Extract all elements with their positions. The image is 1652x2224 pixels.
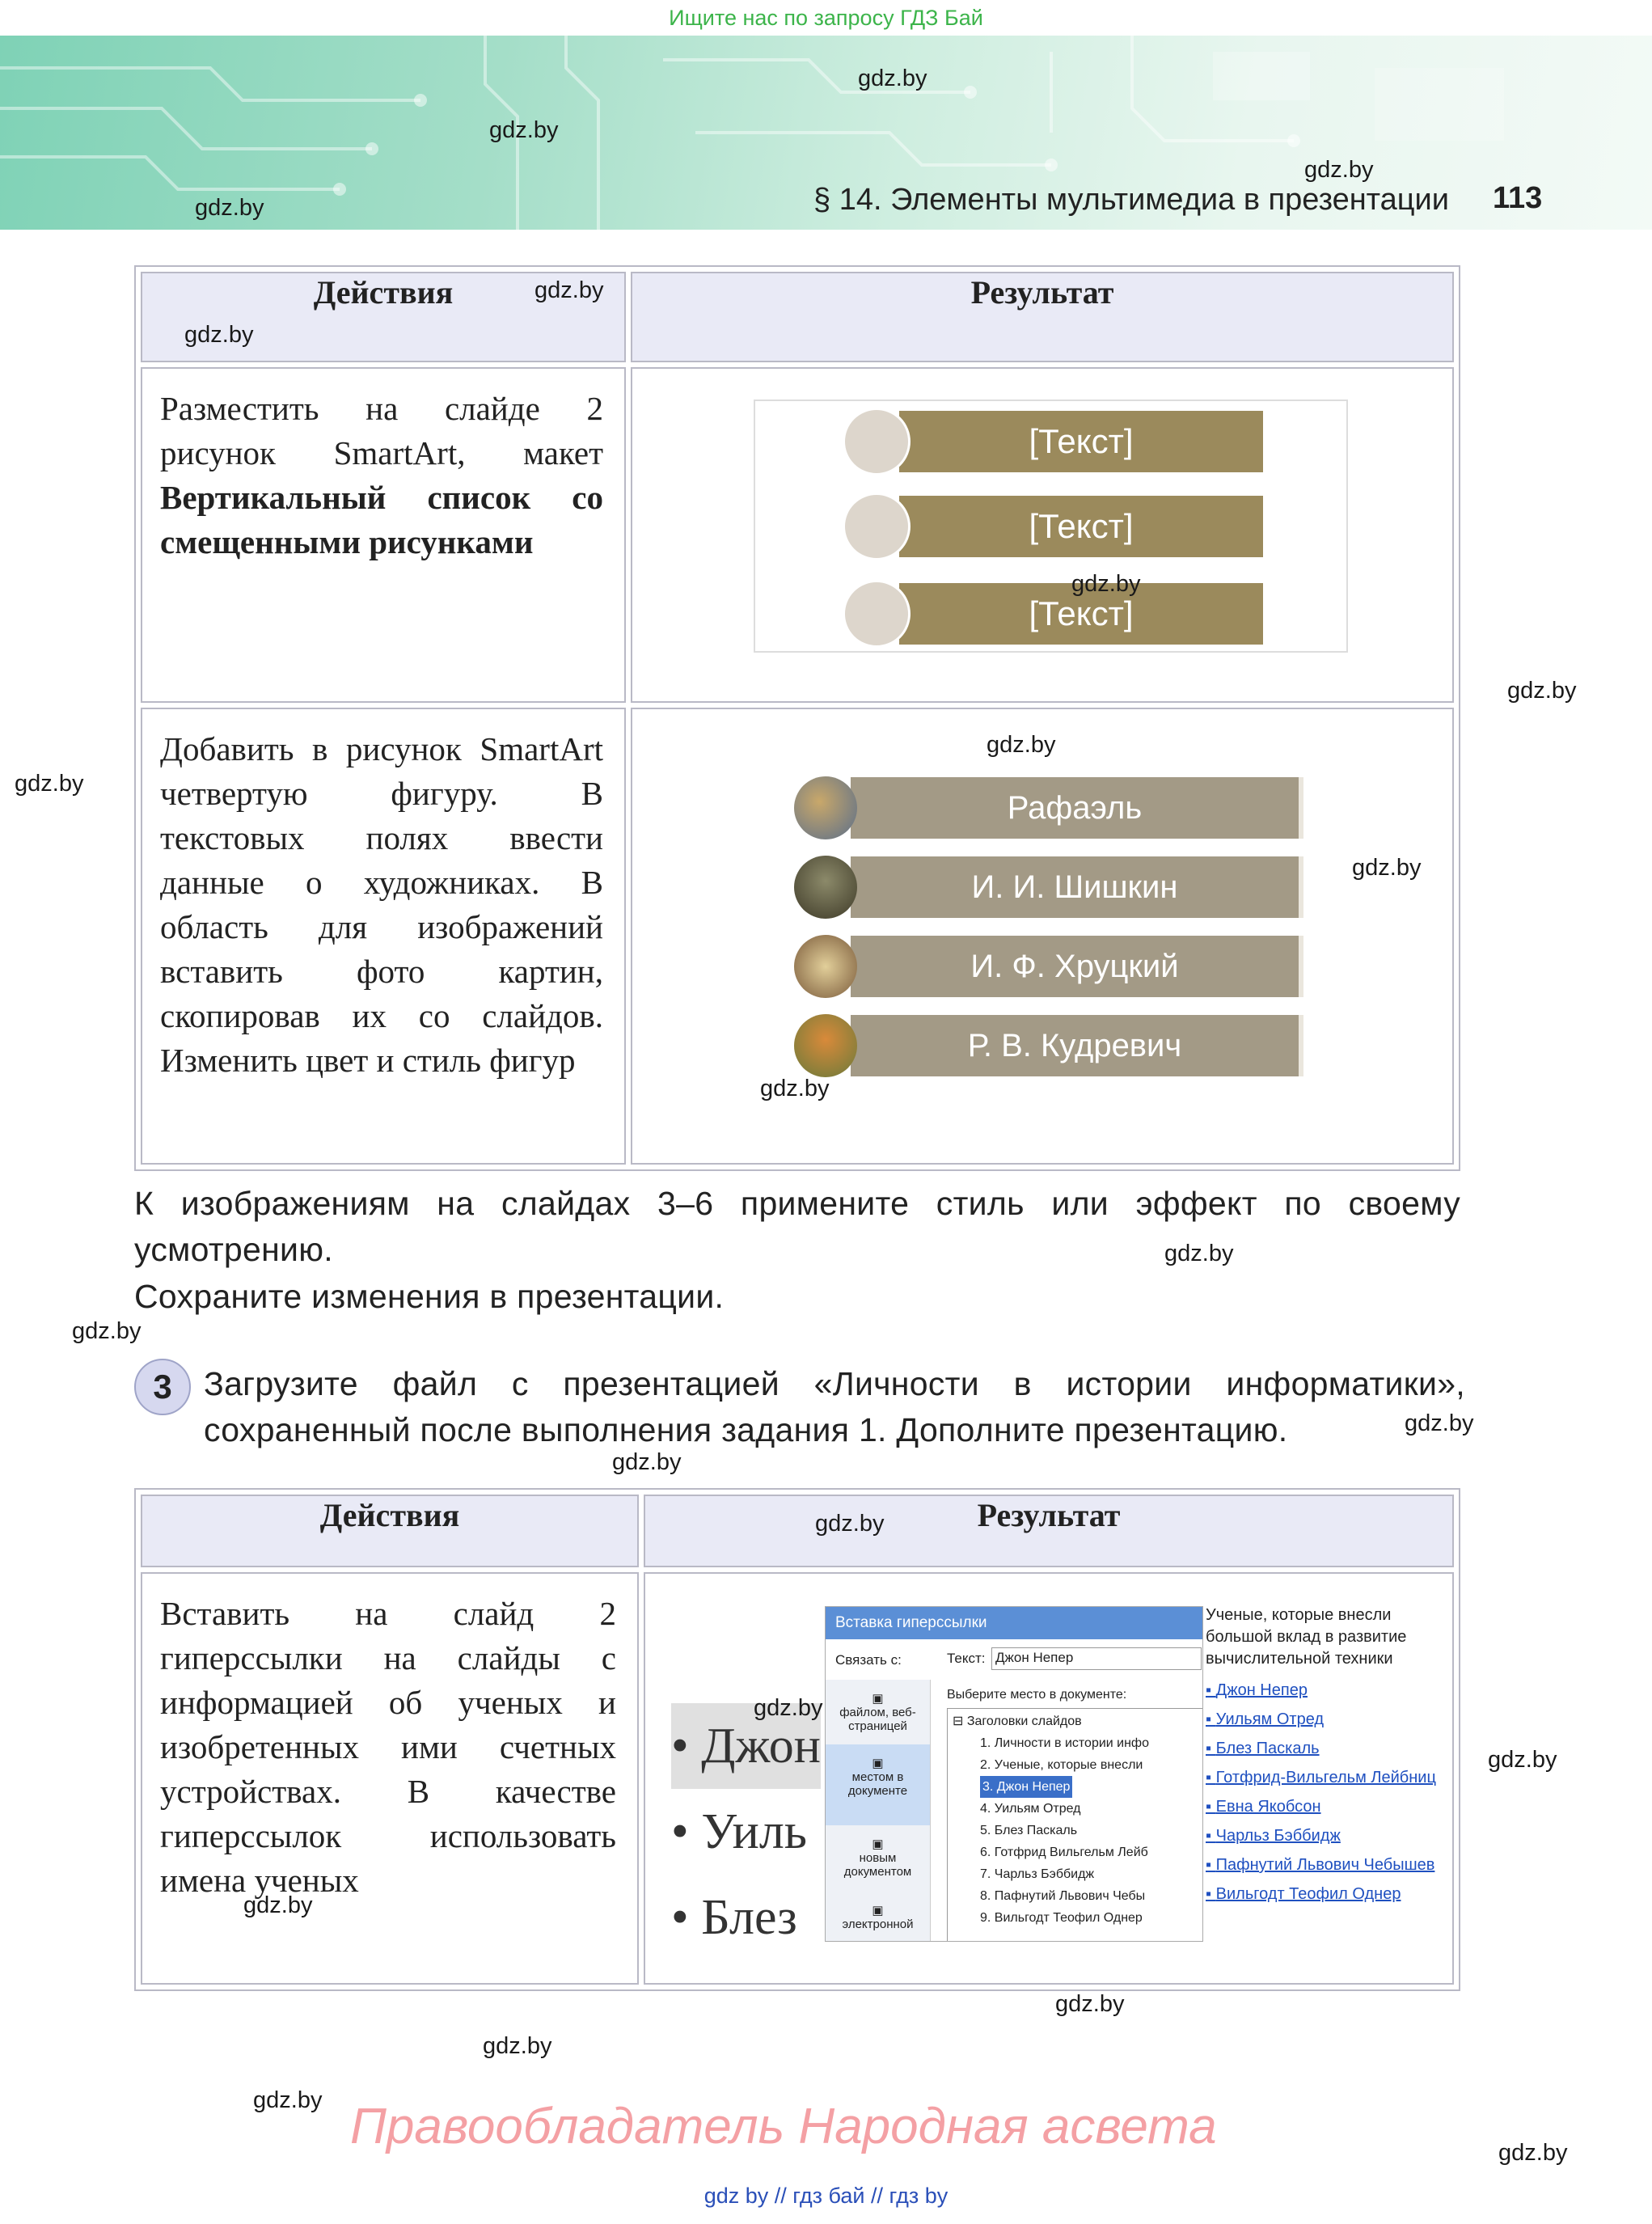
hyperlink-item[interactable]: ▪ Уильям Отред bbox=[1206, 1710, 1325, 1728]
copyright-watermark: Правообладатель Народная асвета bbox=[350, 2099, 1217, 2154]
task-number-badge: 3 bbox=[134, 1359, 191, 1415]
watermark: gdz.by bbox=[1498, 2140, 1568, 2166]
bottom-links[interactable]: gdz by // гдз бай // гдз by bbox=[703, 2184, 949, 2208]
watermark: gdz.by bbox=[1164, 1241, 1234, 1266]
link-option-email[interactable]: ▣ электронной bbox=[842, 1904, 914, 1931]
watermark: gdz.by bbox=[1055, 1991, 1125, 2017]
tree-item-selected[interactable]: 3. Джон Непер bbox=[980, 1776, 1072, 1798]
task-text-content: Загрузите файл с презентацией «Личности в истории информатики», сохраненный после выполнения задания 1. Дополните презентацию. bbox=[204, 1365, 1465, 1448]
smartart-result-1 bbox=[631, 367, 1454, 703]
smartart-item: [Текст] bbox=[899, 583, 1263, 645]
watermark: gdz.by bbox=[1405, 1410, 1474, 1436]
tree-item[interactable]: 9. Вильгодт Теофил Однер bbox=[980, 1911, 1143, 1925]
smartart-item: [Текст] bbox=[899, 411, 1263, 472]
picture-placeholder-icon bbox=[843, 580, 911, 648]
tree-item[interactable]: 2. Ученые, которые внесли bbox=[980, 1758, 1143, 1772]
hyperlink-result bbox=[644, 1572, 1454, 1985]
link-option-file[interactable]: ▣ файлом, веб-страницей bbox=[839, 1692, 916, 1733]
link-option-place[interactable]: ▣ местом в документе bbox=[826, 1744, 930, 1825]
smartart-item: [Текст] bbox=[899, 496, 1263, 557]
text-input[interactable]: Джон Непер bbox=[991, 1647, 1202, 1670]
painter-item: И. И. Шишкин bbox=[851, 856, 1303, 918]
document-tree[interactable] bbox=[947, 1708, 1203, 1942]
picture-placeholder-icon bbox=[843, 408, 911, 476]
tree-item[interactable]: 8. Пафнутий Львович Чебы bbox=[980, 1889, 1146, 1903]
page-number: 113 bbox=[1493, 181, 1543, 215]
watermark: gdz.by bbox=[815, 1511, 885, 1537]
dialog-title: Вставка гиперссылки bbox=[826, 1607, 1202, 1639]
action-bold-text: Вертикальный список со смещенными рисунками bbox=[160, 479, 603, 560]
slide-bullet: • Джон bbox=[671, 1703, 821, 1789]
tree-item[interactable]: 4. Уильям Отред bbox=[980, 1802, 1081, 1816]
task-text bbox=[204, 1361, 1465, 1453]
top-search-note: Ищите нас по запросу ГДЗ Бай bbox=[669, 6, 983, 30]
painting-thumbnail bbox=[794, 935, 857, 998]
insert-hyperlink-dialog[interactable] bbox=[825, 1606, 1203, 1942]
watermark: gdz.by bbox=[754, 1695, 823, 1721]
text-label: Текст: bbox=[947, 1651, 986, 1666]
watermark: gdz.by bbox=[987, 732, 1056, 758]
table-actions-results-1 bbox=[134, 265, 1460, 1171]
column-header-actions: Действия bbox=[141, 1495, 639, 1567]
link-type-panel bbox=[826, 1680, 931, 1942]
paragraph: К изображениям на слайдах 3–6 примените стиль или эффект по своему усмотрению. bbox=[134, 1185, 1460, 1268]
watermark: gdz.by bbox=[760, 1076, 830, 1101]
watermark: gdz.by bbox=[243, 1892, 313, 1918]
hyperlink-item[interactable]: ▪ Джон Непер bbox=[1206, 1681, 1308, 1699]
link-to-label: Связать с: bbox=[835, 1652, 902, 1668]
tree-item[interactable]: 6. Готфрид Вильгельм Лейб bbox=[980, 1846, 1148, 1859]
hyperlink-item[interactable]: ▪ Вильгодт Теофил Однер bbox=[1206, 1885, 1401, 1903]
painting-thumbnail bbox=[794, 856, 857, 919]
table-row-action: Вставить на слайд 2 гиперссылки на слайды с информацией об ученых и изобретенных ими счетных устройствах. В качестве гиперссылок использовать имена ученых bbox=[141, 1572, 639, 1985]
painting-thumbnail bbox=[794, 776, 857, 839]
slide-heading: Ученые, которые внесли большой вклад в развитие вычислительной техники bbox=[1206, 1606, 1407, 1668]
link-option-new[interactable]: ▣ новым документом bbox=[843, 1837, 912, 1879]
tree-item[interactable]: 7. Чарльз Бэббидж bbox=[980, 1867, 1095, 1881]
watermark: gdz.by bbox=[489, 117, 559, 143]
hyperlink-item[interactable]: ▪ Готфрид-Вильгельм Лейбниц bbox=[1206, 1769, 1436, 1786]
hyperlink-item[interactable]: ▪ Блез Паскаль bbox=[1206, 1740, 1320, 1757]
hyperlink-item[interactable]: ▪ Пафнутий Львович Чебышев bbox=[1206, 1856, 1435, 1874]
painter-item: Рафаэль bbox=[851, 777, 1303, 839]
watermark: gdz.by bbox=[483, 2033, 552, 2059]
watermark: gdz.by bbox=[1071, 571, 1141, 597]
watermark: gdz.by bbox=[15, 771, 84, 797]
watermark: gdz.by bbox=[612, 1449, 682, 1475]
painter-item: И. Ф. Хруцкий bbox=[851, 936, 1303, 997]
watermark: gdz.by bbox=[1304, 157, 1374, 183]
table-row-action bbox=[141, 367, 626, 703]
column-header-result: Результат bbox=[644, 1495, 1454, 1567]
watermark: gdz.by bbox=[858, 66, 927, 91]
watermark: gdz.by bbox=[72, 1318, 142, 1344]
slide-bullet: • Уиль bbox=[671, 1804, 808, 1859]
picture-placeholder-icon bbox=[843, 493, 911, 560]
table-actions-results-2 bbox=[134, 1488, 1460, 1991]
hyperlink-item[interactable]: ▪ Евна Якобсон bbox=[1206, 1798, 1321, 1816]
tree-item[interactable]: 5. Блез Паскаль bbox=[980, 1824, 1078, 1837]
action-text: Разместить на слайде 2 рисунок SmartArt, макет bbox=[160, 390, 603, 471]
watermark: gdz.by bbox=[1488, 1747, 1557, 1773]
table-row-action: Добавить в рисунок SmartArt четвертую фигуру. В текстовых полях ввести данные о художниках. В область для изображений вставить фото картин, скопировав их со слайдов. Изменить цвет и стиль фигур bbox=[141, 708, 626, 1165]
watermark: gdz.by bbox=[195, 195, 264, 221]
watermark: gdz.by bbox=[253, 2087, 323, 2113]
choose-place-label: Выберите место в документе: bbox=[947, 1688, 1127, 1702]
watermark: gdz.by bbox=[1507, 678, 1577, 704]
slide-link-list bbox=[1206, 1605, 1440, 1952]
hyperlink-item[interactable]: ▪ Чарльз Бэббидж bbox=[1206, 1827, 1341, 1845]
column-header-result: Результат bbox=[631, 272, 1454, 362]
chapter-title: § 14. Элементы мультимедиа в презентации bbox=[813, 183, 1450, 217]
watermark: gdz.by bbox=[534, 277, 604, 303]
watermark: gdz.by bbox=[1352, 855, 1422, 881]
column-header-actions: Действия bbox=[141, 272, 626, 362]
paragraph: Сохраните изменения в презентации. bbox=[134, 1278, 725, 1315]
tree-root[interactable]: ⊟ Заголовки слайдов bbox=[953, 1715, 1082, 1728]
smartart-result-2 bbox=[631, 708, 1454, 1165]
painting-thumbnail bbox=[794, 1014, 857, 1077]
header-banner bbox=[0, 36, 1652, 230]
watermark: gdz.by bbox=[184, 322, 254, 348]
tree-item[interactable]: 1. Личности в истории инфо bbox=[980, 1736, 1149, 1750]
painter-item: Р. В. Кудревич bbox=[851, 1015, 1303, 1076]
slide-bullet: • Блез bbox=[671, 1890, 797, 1945]
